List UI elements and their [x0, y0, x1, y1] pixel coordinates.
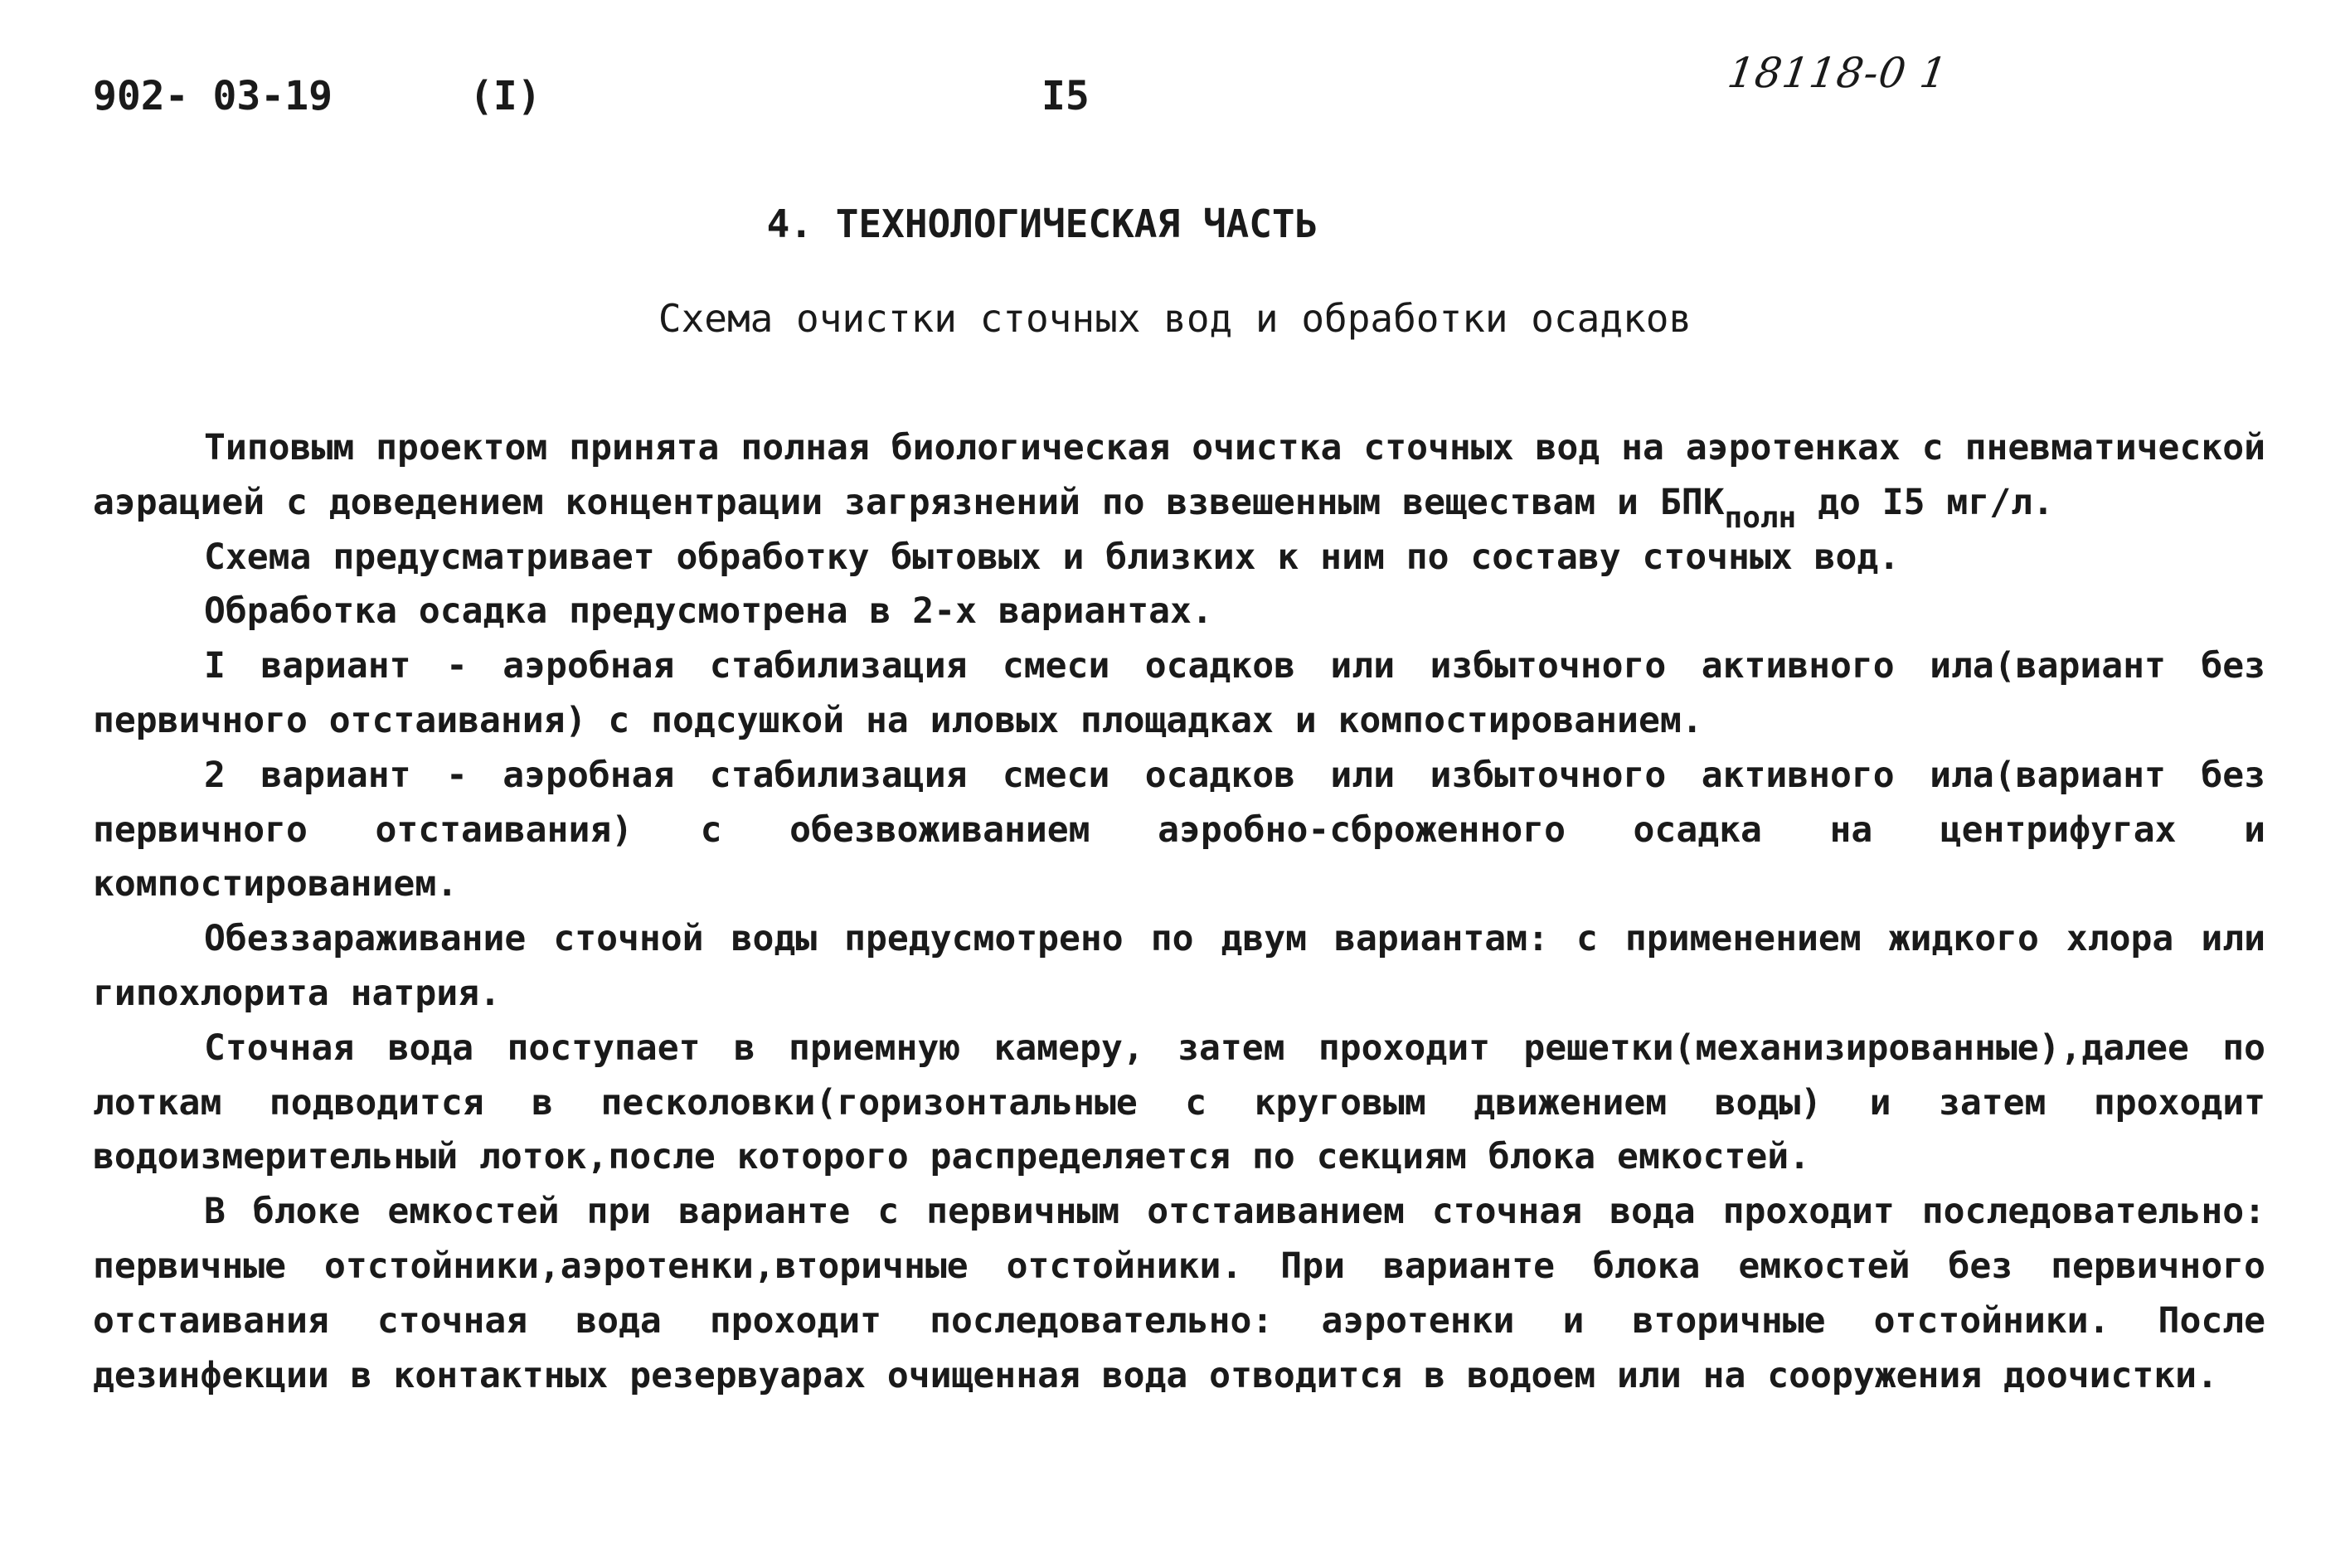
handwritten-inventory-number: 18118-0 1 [1724, 49, 1951, 97]
paragraph: 2 вариант - аэробная стабилизация смеси осадков или избыточного активного ила(вариант без первичного отстаивания) с обезвоживанием аэробно-сброженного осадка на центрифугах и компостированием. [93, 754, 2265, 905]
document-code: 902- 03-19 [93, 73, 333, 119]
body-text [93, 421, 2265, 1403]
paragraph-text: Типовым проектом принята полная биологическая очистка сточных вод на аэротенках с пневматической аэрацией с доведением концентрации загрязнений по взвешенным веществам и БПК [93, 427, 2265, 523]
paragraph [93, 421, 2265, 535]
paragraph: Обработка осадка предусмотрена в 2-х вариантах. [204, 590, 1213, 633]
section-subtitle: Схема очистки сточных вод и обработки осадков [658, 296, 1692, 341]
paragraph: В блоке емкостей при варианте с первичным отстаиванием сточная вода проходит последовательно: первичные отстойники,аэротенки,вторичные отстойники. При варианте блока емкостей без первичного отстаивания сточная вода проходит последовательно: аэротенки и вторичные отстойники. После дезинфекции в контактных резервуарах очищенная вода отводится в водоем или на сооружения доочистки. [93, 1191, 2265, 1396]
paragraph: I вариант - аэробная стабилизация смеси осадков или избыточного активного ила(вариант без первичного отстаивания) с подсушкой на иловых площадках и компостированием. [93, 645, 2265, 741]
album-number: (I) [469, 73, 541, 119]
paragraph: Обеззараживание сточной воды предусмотрено по двум вариантам: с применением жидкого хлора или гипохлорита натрия. [93, 918, 2265, 1014]
paragraph-text: до I5 мг/л. [1796, 481, 2054, 523]
section-title: 4. ТЕХНОЛОГИЧЕСКАЯ ЧАСТЬ [766, 201, 1318, 246]
paragraph: Схема предусматривает обработку бытовых и близких к ним по составу сточных вод. [204, 536, 1901, 578]
page-number: I5 [1041, 73, 1090, 119]
subscript-text: полн [1724, 500, 1797, 535]
paragraph: Сточная вода поступает в приемную камеру, затем проходит решетки(механизированные),далее по лоткам подводится в песколовки(горизонтальные с круговым движением воды) и затем проходит водоизмерительный лоток,после которого распределяется по секциям блока емкостей. [93, 1027, 2265, 1178]
